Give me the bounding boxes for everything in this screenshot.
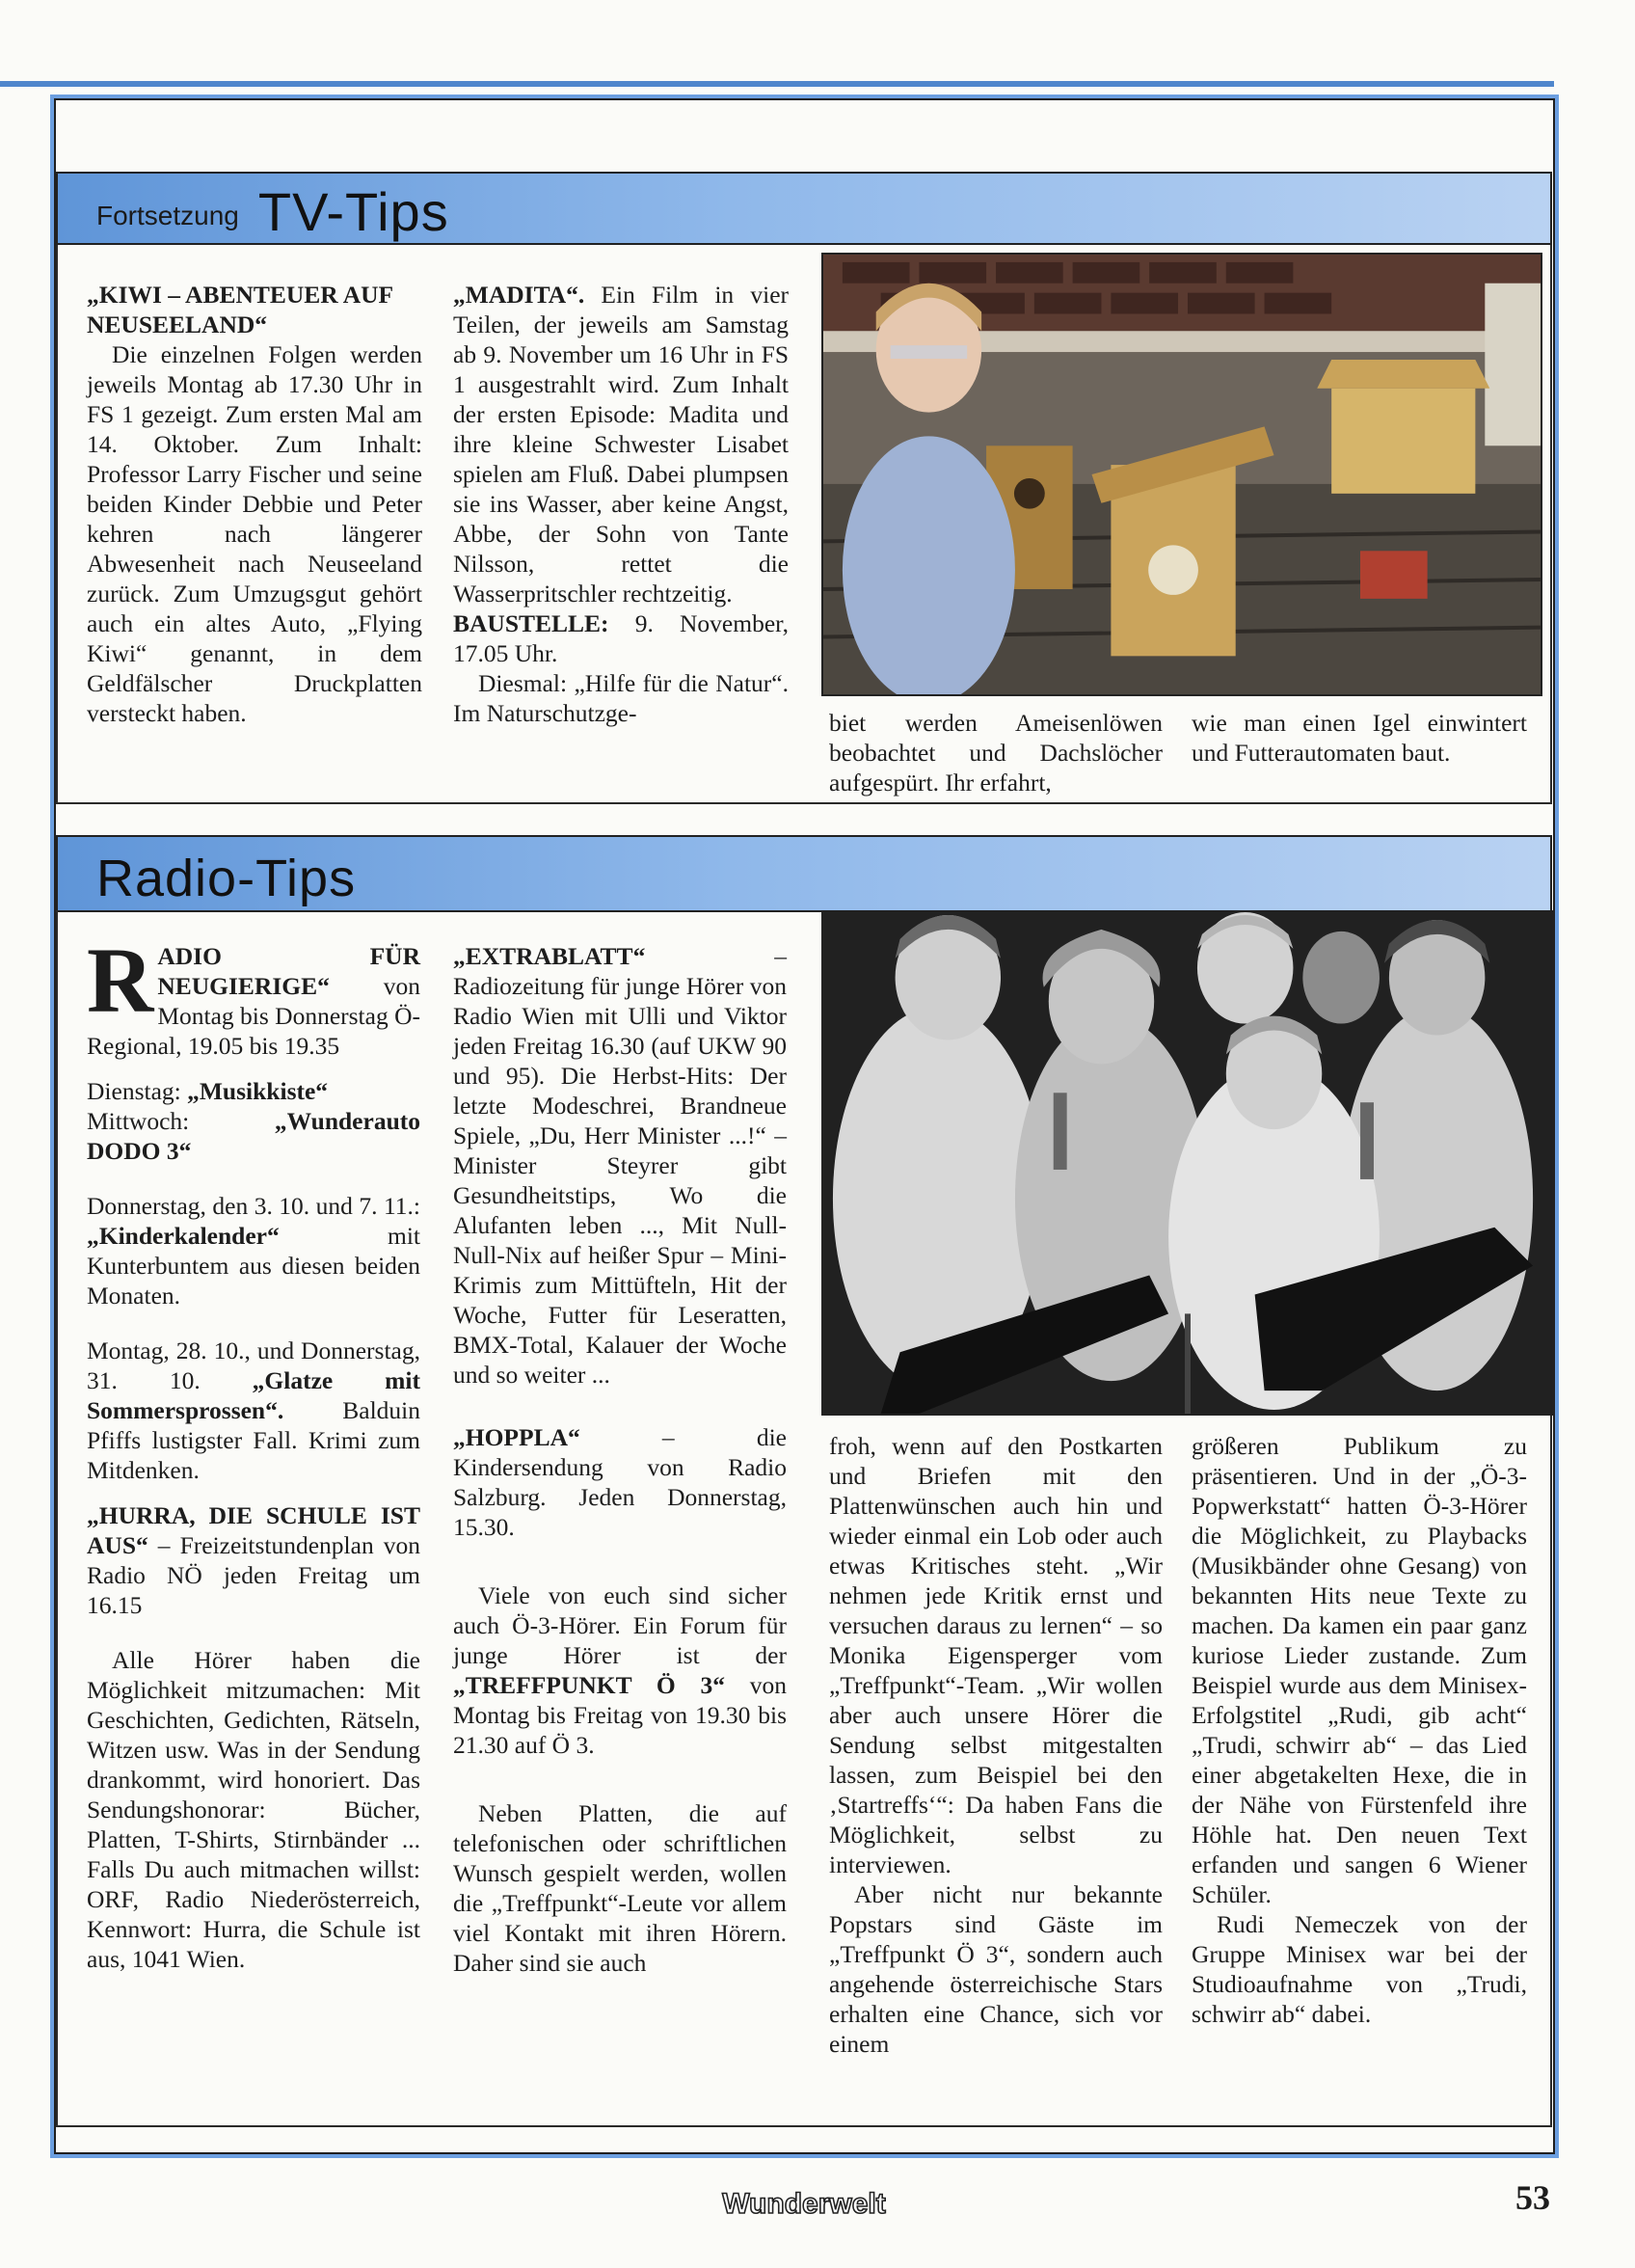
neugierige-title: ADIO FÜR NEUGIERIGE“ [157,942,420,1000]
donnerstag-rest: mit Kunterbuntem aus diesen beiden Monaten. [87,1222,420,1310]
radio-banner-title: Radio-Tips [96,850,357,907]
froh-paragraph: froh, wenn auf den Postkarten und Briefen mit den Plattenwünschen auch hin und wieder einmal ein Lob oder auch etwas Kritisches steht. „Wir nehmen jede Kritik ernst und versuchen daraus zu lernen“ – so Monika Eigensperger vom „Treffpunkt“-Team. „Wir wollen aber auch unsere Hörer die Sendung selbst mitgestalten lassen, zum Beispiel bei den ‚Startreffs‘“: Da haben Fans die Möglichkeit, selbst zu interviewen. [829,1432,1163,1878]
neugierige-paragraph [87,929,420,1061]
treffpunkt-title: „TREFFPUNKT Ö 3“ [453,1671,725,1699]
page-number: 53 [1515,2178,1550,2217]
hurra-paragraph [87,1500,420,1620]
drop-cap: R [87,929,154,1032]
radio-column-4 [1192,1431,1527,2029]
hoppla-text: – die Kindersendung von Radio Salzburg. Jeden Donnerstag, 15.30. [453,1423,787,1541]
radio-column-1 [87,929,420,1974]
diesmal-text: Diesmal: „Hilfe für die Natur“. Im Naturschutzge- [453,669,789,727]
top-rule [0,81,1554,87]
hoppla-paragraph [453,1422,787,1542]
baustelle-title: BAUSTELLE: [453,609,609,637]
hoppla-title: „HOPPLA“ [453,1423,580,1451]
madita-title: „MADITA“. [453,281,585,309]
viele-rest: von Montag bis Freitag von 19.30 bis 21.30 auf Ö 3. [453,1671,787,1759]
baustelle-text: 9. November, 17.05 Uhr. [453,609,789,667]
neben-platten-paragraph: Neben Platten, die auf telefonischen oder schriftlichen Wunsch gespielt werden, wollen die „Treffpunkt“-Leute vor allem viel Kontakt mit ihren Hörern. Daher sind sie auch [453,1799,787,1977]
mittwoch-line [87,1106,420,1166]
baustelle-paragraph [453,608,789,668]
publikum-paragraph: größeren Publikum zu präsentieren. Und in der „Ö-3-Popwerkstatt“ hatten Ö-3-Hörer die Möglichkeit, zu Playbacks (Musikbänder ohne Gesang) von bekannten Hits neue Texte zu machen. Da kamen ein paar ganz kuriose Lieder zustande. Zum Beispiel wurde aus dem Minisex-Erfolgstitel „Rudi, gib acht“ „Trudi, schwirr ab“ – das Lied einer abgetakelten Hexe, die in der Nähe von Fürstenfeld ihre Höhle hat. Den neuen Text erfanden und sangen 6 Wiener Schüler. [1192,1432,1527,1908]
donnerstag-paragraph [87,1191,420,1310]
tv-tips-banner [56,172,1552,245]
donnerstag-text: Donnerstag, den 3. 10. und 7. 11.: [87,1192,420,1220]
montag-text: Montag, 28. 10., und Donnerstag, 31. 10. [87,1336,420,1394]
madita-text: Ein Film in vier Teilen, der jeweils am Samstag ab 9. November um 16 Uhr in FS 1 ausgestrahlt wird. Zum Inhalt der ersten Episode: Madita und ihre kleine Schwester Lisabet spielen am Fluß. Dabei plumpsen sie ins Wasser, aber keine Angst, Abbe, der Sohn von Tante Nilsson, rettet die Wasserpritschler rechtzeitig. [453,281,789,608]
viele-text: Viele von euch sind sicher auch Ö-3-Hörer. Ein Forum für junge Hörer ist der [453,1581,787,1669]
dienstag-title: „Musikkiste“ [187,1077,329,1105]
radio-column-3 [829,1431,1163,2059]
tv-column-4 [1192,708,1527,768]
radio-tips-banner [56,835,1552,912]
glatze-title: „Glatze mit Sommersprossen“. [87,1366,420,1424]
popstars-paragraph: Aber nicht nur bekannte Popstars sind Gäste im „Treffpunkt Ö 3“, sondern auch angehende österreichische Stars erhalten eine Chance, sich vor einem [829,1880,1163,2058]
radio-column-2 [453,941,787,1978]
tv-column-1 [87,280,422,728]
kiwi-text: Die einzelnen Folgen werden jeweils Montag ab 17.30 Uhr in FS 1 gezeigt. Zum ersten Mal am 14. Oktober. Zum Inhalt: Professor Larry Fischer und seine beiden Kinder Debbie und Peter kehren nach längerer Abwesenheit nach Neuseeland zurück. Zum Umzugsgut gehört auch ein altes Auto, „Flying Kiwi“ genannt, in dem Geldfälscher Druckplatten versteckt haben. [87,340,422,727]
dienstag-line [87,1076,420,1106]
extrablatt-text: – Radiozeitung für junge Hörer von Radio Wien mit Ulli und Viktor jeden Freitag 16.30 (auf UKW 90 und 95). Die Herbst-Hits: Der letzte Modeschrei, Brandneue Spiele, „Du, Herr Minister ...!“ – Minister Steyrer gibt Gesundheitstips, Wo die Alufanten leben ..., Mit Null-Null-Nix auf heißer Spur – Mini-Krimis zum Mittüfteln, Hit der Woche, Futter für Leseratten, BMX-Total, Kalauer der Woche und so weiter ... [453,942,787,1389]
tv-photo-birdhouses [821,253,1542,696]
birdhouse-photo-illustration [823,255,1541,694]
viele-paragraph [453,1580,787,1760]
tv-column-2 [453,280,789,728]
tv-column-4-text: wie man einen Igel einwintert und Futterautomaten baut. [1192,709,1527,767]
hurra-text: – Freizeitstundenplan von Radio NÖ jeden Freitag um 16.15 [87,1531,420,1619]
kinderkalender-title: „Kinderkalender“ [87,1222,280,1250]
montag-paragraph [87,1336,420,1485]
alle-hoerer-paragraph: Alle Hörer haben die Möglichkeit mitzumachen: Mit Geschichten, Gedichten, Rätseln, Witzen usw. Was in der Sendung drankommt, wird honoriert. Das Sendungshonorar: Bücher, Platten, T-Shirts, Stirnbänder ... Falls Du auch mitmachen willst: ORF, Radio Niederösterreich, Kennwort: Hurra, die Schule ist aus, 1041 Wien. [87,1646,420,1973]
radio-photo-studio [821,910,1554,1416]
tv-banner-title: TV-Tips [257,181,449,242]
tv-column-3-text: biet werden Ameisenlöwen beobachtet und Dachslöcher aufgespürt. Ihr erfahrt, [829,709,1163,796]
nemeczek-paragraph: Rudi Nemeczek von der Gruppe Minisex war bei der Studioaufnahme von „Trudi, schwirr ab“ dabei. [1192,1910,1527,2028]
neugierige-text: von Montag bis Donnerstag Ö-Regional, 19.05 bis 19.35 [87,972,420,1060]
montag-rest: Balduin Pfiffs lustigster Fall. Krimi zum Mitdenken. [87,1396,420,1484]
tv-banner-continuation: Fortsetzung [96,201,239,230]
kiwi-heading: „KIWI – ABENTEUER AUF NEUSEELAND“ [87,281,393,338]
extrablatt-paragraph [453,941,787,1390]
tv-column-3 [829,708,1163,797]
madita-paragraph [453,280,789,608]
studio-photo-illustration [823,910,1552,1414]
mittwoch-label: Mittwoch: [87,1107,275,1135]
dienstag-label: Dienstag: [87,1077,188,1105]
wunderwelt-logo [713,2181,895,2224]
mittwoch-title: „Wunderauto DODO 3“ [87,1107,420,1165]
extrablatt-title: „EXTRABLATT“ [453,942,646,970]
hurra-title: „HURRA, DIE SCHULE IST AUS“ [87,1501,420,1559]
wunderwelt-logo-text: Wunderwelt [722,2188,886,2220]
